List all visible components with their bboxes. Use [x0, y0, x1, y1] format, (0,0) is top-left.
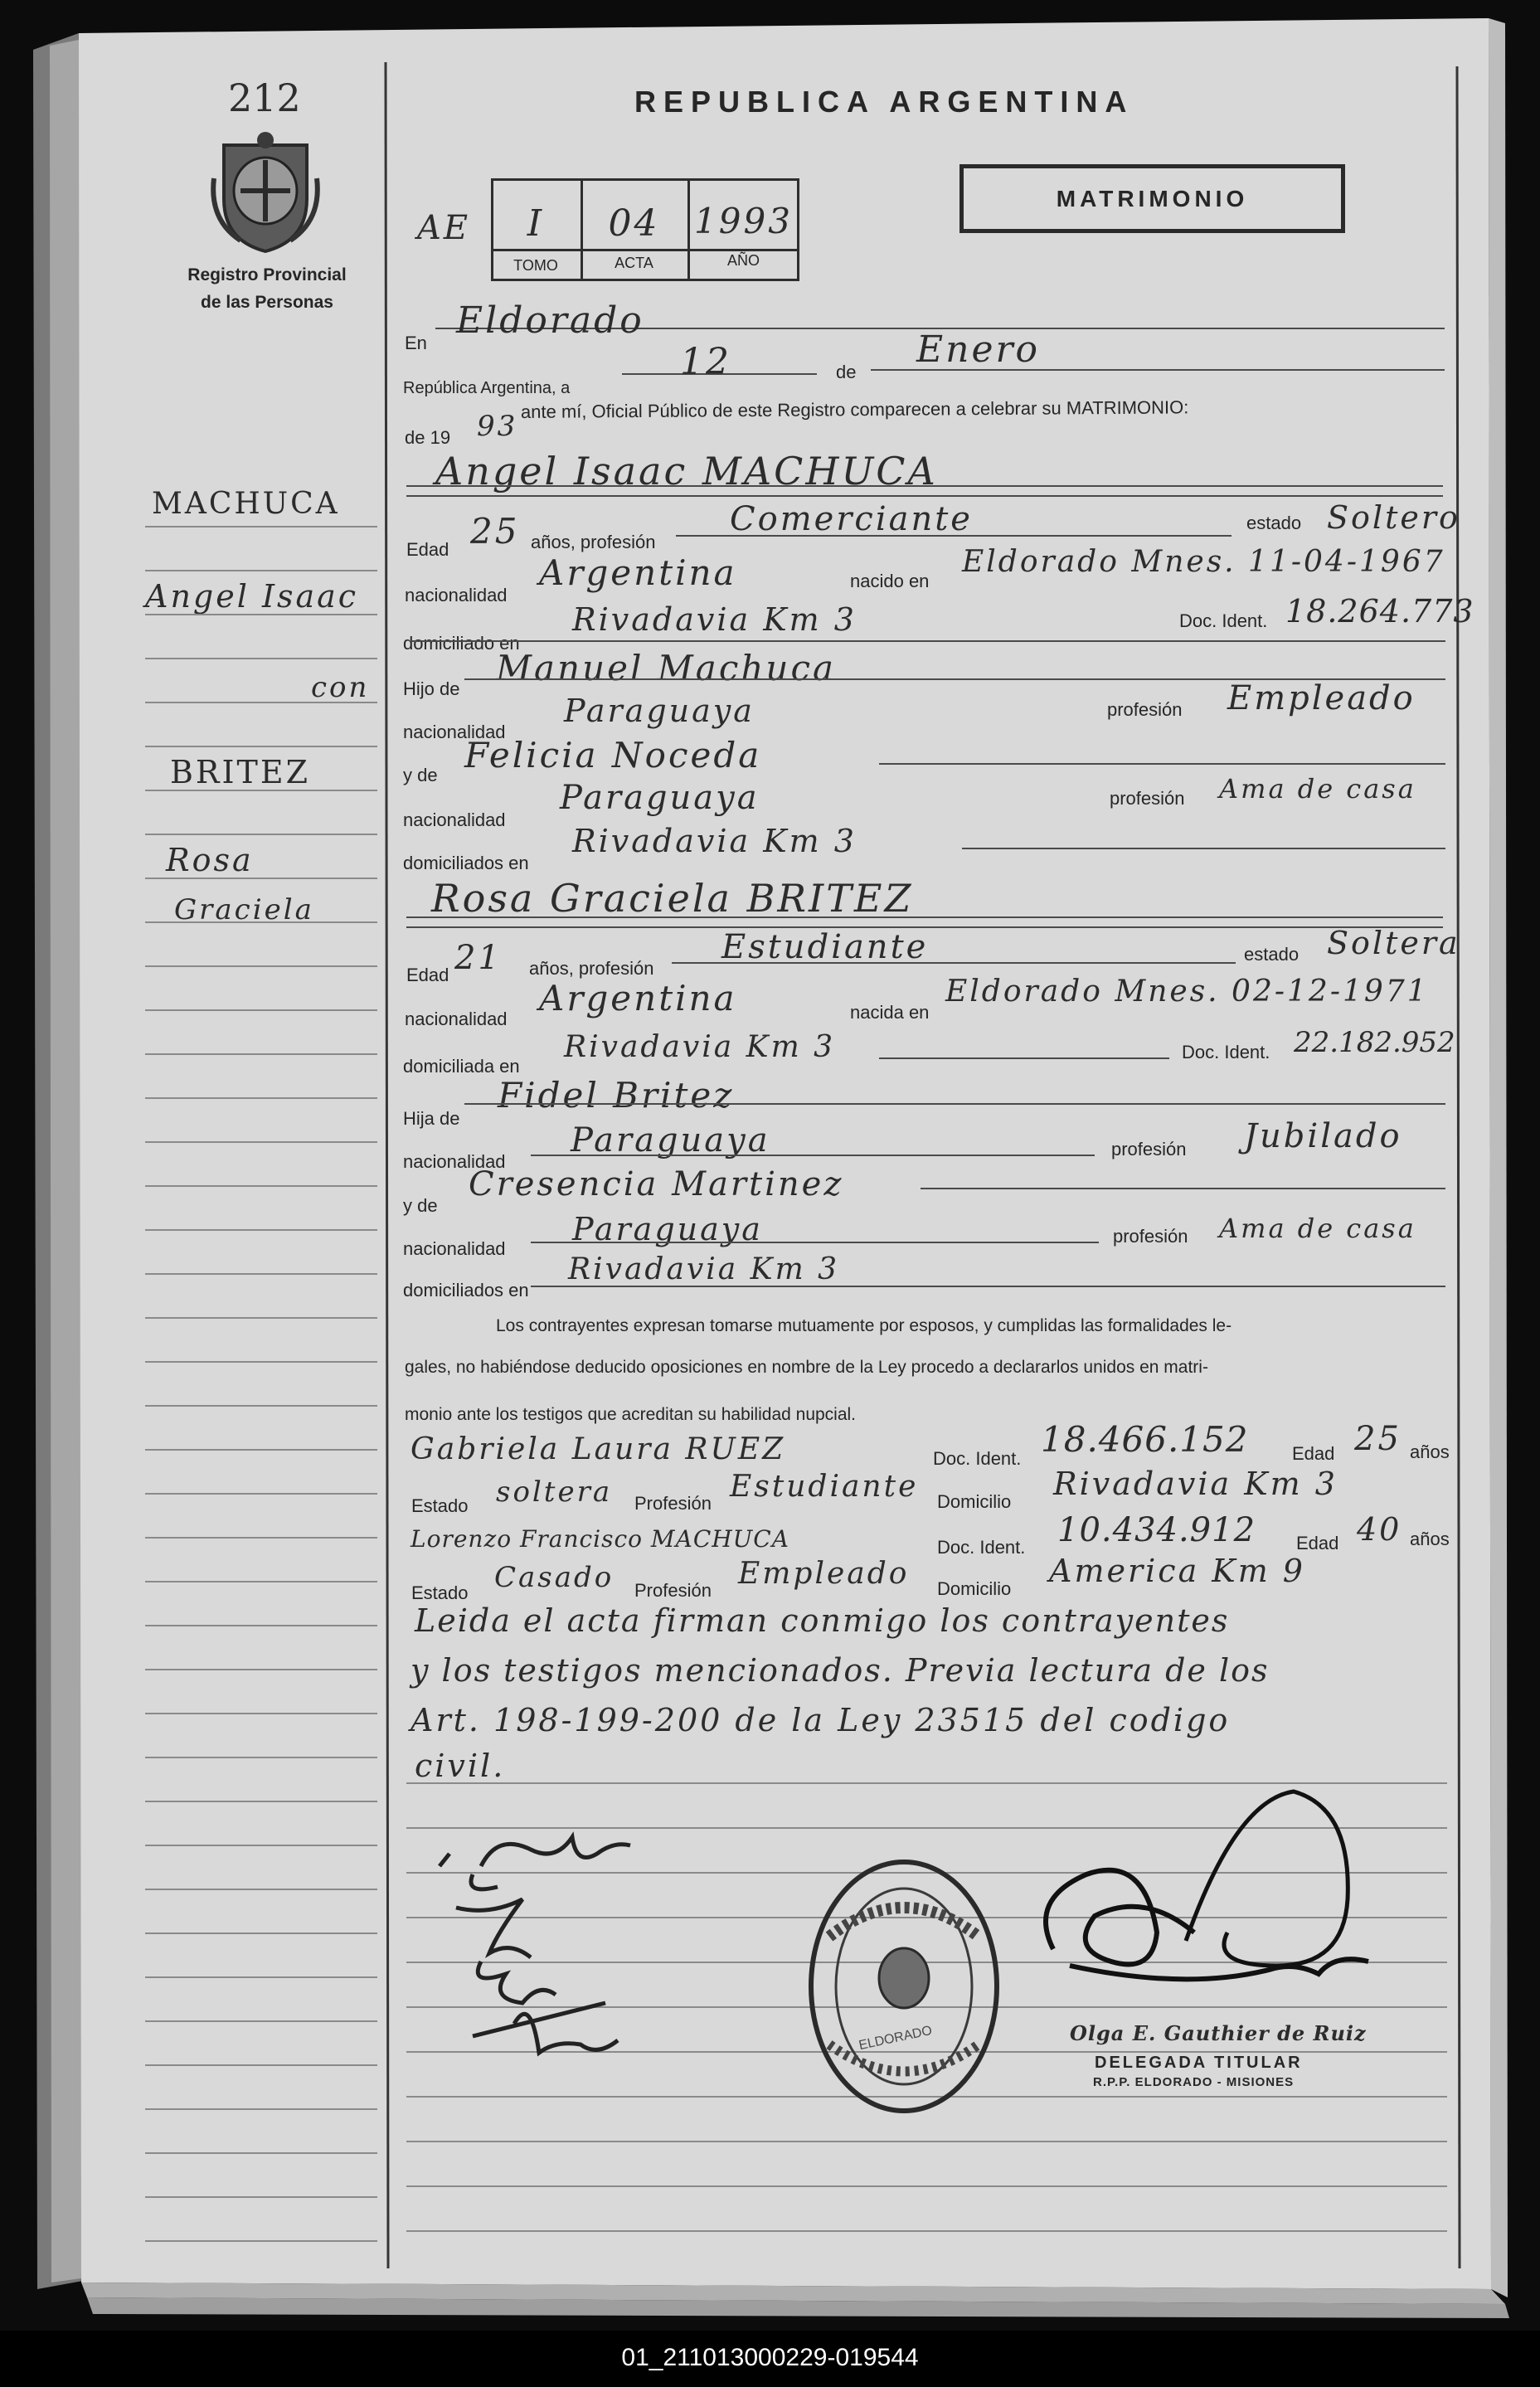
official-signature	[1020, 1775, 1402, 2007]
bride-profession: Estudiante	[721, 928, 929, 966]
acta-value: 04	[608, 202, 660, 245]
witness-2-age: 40	[1357, 1511, 1402, 1548]
official-office: R.P.P. ELDORADO - MISIONES	[1093, 2075, 1295, 2089]
bride-parents-dom-label: domiciliados en	[403, 1280, 529, 1300]
registry-seal-icon	[804, 1854, 1003, 2119]
groom-father-nat-label: nacionalidad	[403, 722, 506, 742]
groom-father-profession: Empleado	[1227, 679, 1416, 717]
witness-1-doc-label: Doc. Ident.	[933, 1448, 1022, 1469]
bride-mother-nationality: Paraguaya	[572, 1211, 763, 1247]
groom-estado-label: estado	[1246, 513, 1302, 533]
sidebar-given-bride-1: Rosa	[166, 842, 254, 878]
groom-father-prof-label: profesión	[1107, 699, 1183, 720]
official-title: DELEGADA TITULAR	[1095, 2054, 1303, 2072]
sidebar-surname-bride: BRITEZ	[170, 754, 311, 790]
witness-2-doc-label: Doc. Ident.	[937, 1537, 1026, 1558]
groom-father: Manuel Machuca	[496, 648, 837, 688]
groom-age-label: Edad	[406, 539, 449, 560]
groom-mother-profession: Ama de casa	[1219, 773, 1416, 805]
republica-label: República Argentina, a	[403, 379, 571, 397]
witness-1-domicilio: Rivadavia Km 3	[1053, 1466, 1338, 1502]
groom-father-nationality: Paraguaya	[564, 693, 755, 729]
declaration-line-1: Los contrayentes expresan tomarse mutuamente por esposos, y cumplidas las formalidades le-	[496, 1316, 1232, 1335]
closing-line-1: Leida el acta firman conmigo los contrayentes	[415, 1602, 1230, 1639]
groom-birth: Eldorado Mnes. 11-04-1967	[962, 545, 1445, 579]
tomo-label: TOMO	[513, 257, 558, 274]
ano-label: AÑO	[726, 252, 760, 269]
witness-2-anos-label: años	[1410, 1529, 1450, 1549]
witness-1-profession: Estudiante	[730, 1470, 919, 1504]
bride-doc: 22.182.952	[1294, 1026, 1455, 1059]
witness-1-anos-label: años	[1410, 1441, 1450, 1462]
record-type-label: MATRIMONIO	[1056, 186, 1249, 211]
witness-2-prof-label: Profesión	[634, 1580, 712, 1601]
seal-inner-text: ELDORADO	[857, 2023, 934, 2054]
contracting-parties-signatures	[431, 1816, 647, 2090]
bride-prof-label: años, profesión	[529, 958, 654, 979]
witness-1-estado: soltera	[496, 1475, 613, 1509]
bride-born-label: nacida en	[850, 1002, 930, 1023]
sidebar-surname-groom: MACHUCA	[152, 487, 340, 521]
frame-caption: 01_211013000229-019544	[621, 2344, 919, 2371]
tomo-value: I	[527, 202, 545, 245]
bride-birth: Eldorado Mnes. 02-12-1971	[945, 975, 1429, 1009]
year-prefix: de 19	[405, 427, 451, 448]
bride-mother-profession: Ama de casa	[1219, 1213, 1416, 1244]
groom-born-label: nacido en	[850, 571, 930, 591]
witness-1-dom-label: Domicilio	[937, 1491, 1012, 1512]
official-handwritten-name: Olga E. Gauthier de Ruiz	[1070, 2021, 1367, 2045]
groom-mother-nat-label: nacionalidad	[403, 809, 506, 830]
witness-1-age: 25	[1354, 1420, 1402, 1458]
bride-name: Rosa Graciela BRITEZ	[431, 876, 914, 921]
bride-address: Rivadavia Km 3	[564, 1030, 836, 1064]
witness-2-profession: Empleado	[738, 1557, 910, 1591]
groom-doc-label: Doc. Ident.	[1179, 610, 1268, 631]
bride-age-label: Edad	[406, 965, 449, 985]
groom-age: 25	[470, 511, 520, 552]
bride-father-profession: Jubilado	[1244, 1117, 1402, 1155]
witness-2-estado: Casado	[494, 1561, 615, 1594]
declaration-line-2: gales, no habiéndose deducido oposiciones en nombre de la Ley procedo a declararlos unidos en matri-	[405, 1358, 1208, 1377]
groom-profession: Comerciante	[730, 500, 973, 538]
bride-father: Fidel Britez	[498, 1075, 735, 1116]
bride-nationality: Argentina	[539, 978, 737, 1018]
page-number: 212	[228, 75, 301, 120]
closing-line-2: y los testigos mencionados. Previa lectura de los	[411, 1652, 1270, 1689]
groom-parents-address: Rivadavia Km 3	[572, 823, 857, 859]
bride-mother-prof-label: profesión	[1113, 1226, 1188, 1247]
year-suffix: 93	[477, 410, 518, 443]
bride-father-prof-label: profesión	[1111, 1139, 1187, 1159]
bride-mother: Cresencia Martinez	[469, 1165, 844, 1203]
witness-2-domicilio: America Km 9	[1049, 1553, 1305, 1589]
witness-2-estado-label: Estado	[411, 1582, 469, 1603]
groom-dom-label: domiciliado en	[403, 633, 520, 654]
witness-2-age-label: Edad	[1296, 1533, 1339, 1553]
groom-father-label: Hijo de	[403, 678, 460, 699]
witness-1-age-label: Edad	[1292, 1443, 1335, 1464]
day: 12	[680, 341, 731, 383]
witness-1-estado-label: Estado	[411, 1495, 469, 1516]
closing-line-3: Art. 198-199-200 de la Ley 23515 del codigo	[411, 1702, 1231, 1738]
groom-mother-label: y de	[403, 765, 438, 785]
registry-name-line1: Registro Provincial	[187, 265, 347, 284]
groom-parents-dom-label: domiciliados en	[403, 853, 529, 873]
margin-initials: AE	[417, 209, 471, 247]
groom-nat-label: nacionalidad	[405, 585, 508, 605]
groom-address: Rivadavia Km 3	[572, 601, 857, 638]
groom-mother: Felicia Noceda	[464, 735, 762, 775]
bride-mother-nat-label: nacionalidad	[403, 1238, 506, 1259]
bride-mother-label: y de	[403, 1195, 438, 1216]
bride-father-nat-label: nacionalidad	[403, 1151, 506, 1172]
groom-estado: Soltero	[1327, 499, 1460, 536]
en-label: En	[405, 333, 427, 353]
bride-father-nationality: Paraguaya	[571, 1121, 770, 1159]
bride-age: 21	[454, 939, 502, 977]
bride-estado-label: estado	[1244, 944, 1300, 965]
groom-prof-label: años, profesión	[531, 532, 656, 552]
groom-nationality: Argentina	[539, 552, 737, 593]
witness-1-name: Gabriela Laura RUEZ	[411, 1432, 786, 1466]
groom-mother-nationality: Paraguaya	[560, 779, 760, 817]
bride-doc-label: Doc. Ident.	[1182, 1042, 1270, 1062]
de-label: de	[836, 362, 857, 382]
registry-name-line2: de las Personas	[201, 293, 333, 312]
groom-doc: 18.264.773	[1285, 593, 1474, 630]
provincial-coat-of-arms-icon	[207, 129, 323, 253]
place: Eldorado	[456, 299, 644, 342]
groom-mother-prof-label: profesión	[1110, 788, 1185, 809]
sidebar-given-bride-2: Graciela	[174, 893, 314, 926]
bride-father-label: Hija de	[403, 1108, 460, 1129]
document-title: REPUBLICA ARGENTINA	[634, 85, 1134, 119]
witness-1-doc: 18.466.152	[1041, 1419, 1249, 1460]
sidebar-con: con	[311, 671, 370, 704]
bride-dom-label: domiciliada en	[403, 1056, 520, 1077]
witness-2-name: Lorenzo Francisco MACHUCA	[411, 1525, 789, 1553]
witness-2-dom-label: Domicilio	[937, 1578, 1012, 1599]
ano-value: 1993	[694, 201, 793, 241]
appear-text: ante mí, Oficial Público de este Registro comparecen a celebrar su MATRIMONIO:	[520, 396, 1189, 422]
witness-2-doc: 10.434.912	[1057, 1511, 1256, 1549]
bride-parents-address: Rivadavia Km 3	[568, 1252, 840, 1286]
declaration-line-3: monio ante los testigos que acreditan su habilidad nupcial.	[405, 1405, 857, 1424]
sidebar-given-groom: Angel Isaac	[145, 578, 359, 615]
closing-line-4: civil.	[415, 1748, 506, 1784]
acta-label: ACTA	[615, 255, 653, 271]
groom-name: Angel Isaac MACHUCA	[435, 449, 938, 493]
month: Enero	[916, 328, 1041, 371]
witness-1-prof-label: Profesión	[634, 1493, 712, 1514]
bride-estado: Soltera	[1327, 925, 1460, 961]
bride-nat-label: nacionalidad	[405, 1009, 508, 1029]
